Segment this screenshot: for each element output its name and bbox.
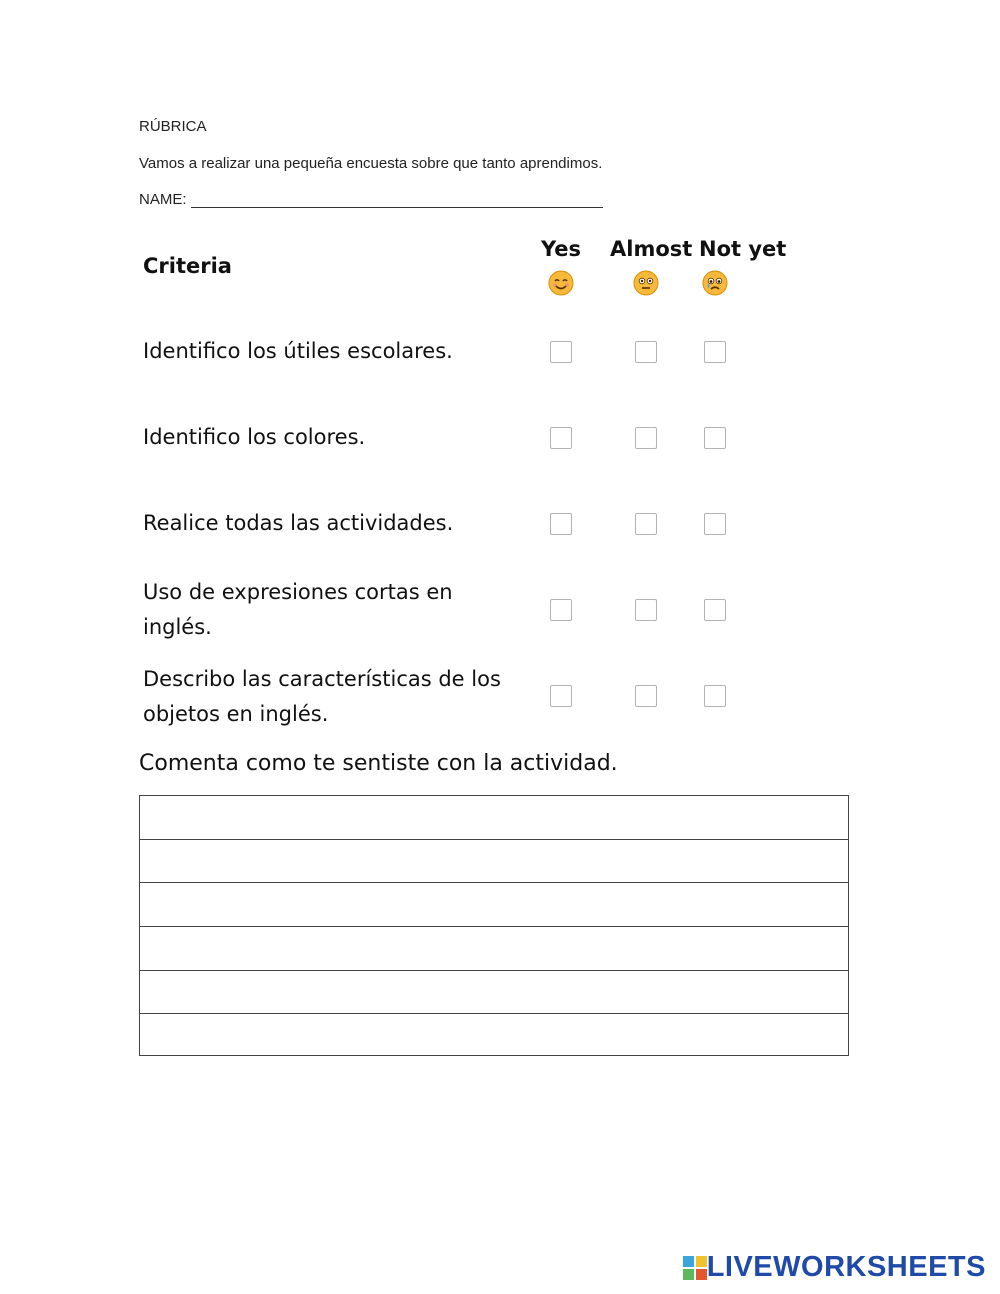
- column-yes-label: Yes: [541, 237, 582, 261]
- checkbox-row4-yes[interactable]: [550, 599, 572, 621]
- checkbox-row2-yes[interactable]: [550, 427, 572, 449]
- criteria-row-1: [143, 334, 523, 369]
- checkbox-row1-almost[interactable]: [635, 341, 657, 363]
- criteria-text: Describo las características de los: [143, 667, 501, 691]
- checkbox-row3-not-yet[interactable]: [704, 513, 726, 535]
- checkbox-row2-almost[interactable]: [635, 427, 657, 449]
- comment-line-divider: [140, 839, 848, 840]
- liveworksheets-logo: [683, 1251, 986, 1284]
- checkbox-row5-not-yet[interactable]: [704, 685, 726, 707]
- comment-prompt: Comenta como te sentiste con la actividad.: [139, 751, 618, 776]
- comment-box[interactable]: [139, 795, 849, 1056]
- comment-line-divider: [140, 882, 848, 883]
- live-badge-icon: [683, 1256, 707, 1280]
- checkbox-row4-not-yet[interactable]: [704, 599, 726, 621]
- name-input-line[interactable]: [191, 193, 603, 208]
- criteria-row-3: [143, 506, 523, 541]
- criteria-row-5: [143, 662, 523, 732]
- criteria-text: Uso de expresiones cortas en: [143, 580, 453, 604]
- checkbox-row5-yes[interactable]: [550, 685, 572, 707]
- page-title: RÚBRICA: [139, 118, 207, 135]
- comment-line-divider: [140, 926, 848, 927]
- criteria-text: Realice todas las actividades.: [143, 511, 454, 535]
- sad-face-icon: [701, 269, 729, 297]
- column-almost-label: Almost: [610, 237, 693, 261]
- name-label: NAME:: [139, 191, 187, 208]
- criteria-header: Criteria: [143, 254, 232, 278]
- checkbox-row2-not-yet[interactable]: [704, 427, 726, 449]
- comment-line-divider: [140, 970, 848, 971]
- criteria-text: Identifico los útiles escolares.: [143, 339, 453, 363]
- criteria-text-continued: objetos en inglés.: [143, 702, 329, 726]
- name-row: [139, 191, 603, 208]
- criteria-row-4: [143, 575, 523, 645]
- logo-text: LIVEWORKSHEETS: [706, 1251, 986, 1283]
- smiling-face-icon: [547, 269, 575, 297]
- criteria-row-2: [143, 420, 523, 455]
- checkbox-row5-almost[interactable]: [635, 685, 657, 707]
- checkbox-row3-yes[interactable]: [550, 513, 572, 535]
- criteria-text-continued: inglés.: [143, 615, 212, 639]
- intro-text: Vamos a realizar una pequeña encuesta sobre que tanto aprendimos.: [139, 155, 603, 172]
- column-not-yet-label: Not yet: [699, 237, 787, 261]
- checkbox-row3-almost[interactable]: [635, 513, 657, 535]
- neutral-face-icon: [632, 269, 660, 297]
- checkbox-row1-not-yet[interactable]: [704, 341, 726, 363]
- comment-line-divider: [140, 1013, 848, 1014]
- checkbox-row1-yes[interactable]: [550, 341, 572, 363]
- checkbox-row4-almost[interactable]: [635, 599, 657, 621]
- criteria-text: Identifico los colores.: [143, 425, 366, 449]
